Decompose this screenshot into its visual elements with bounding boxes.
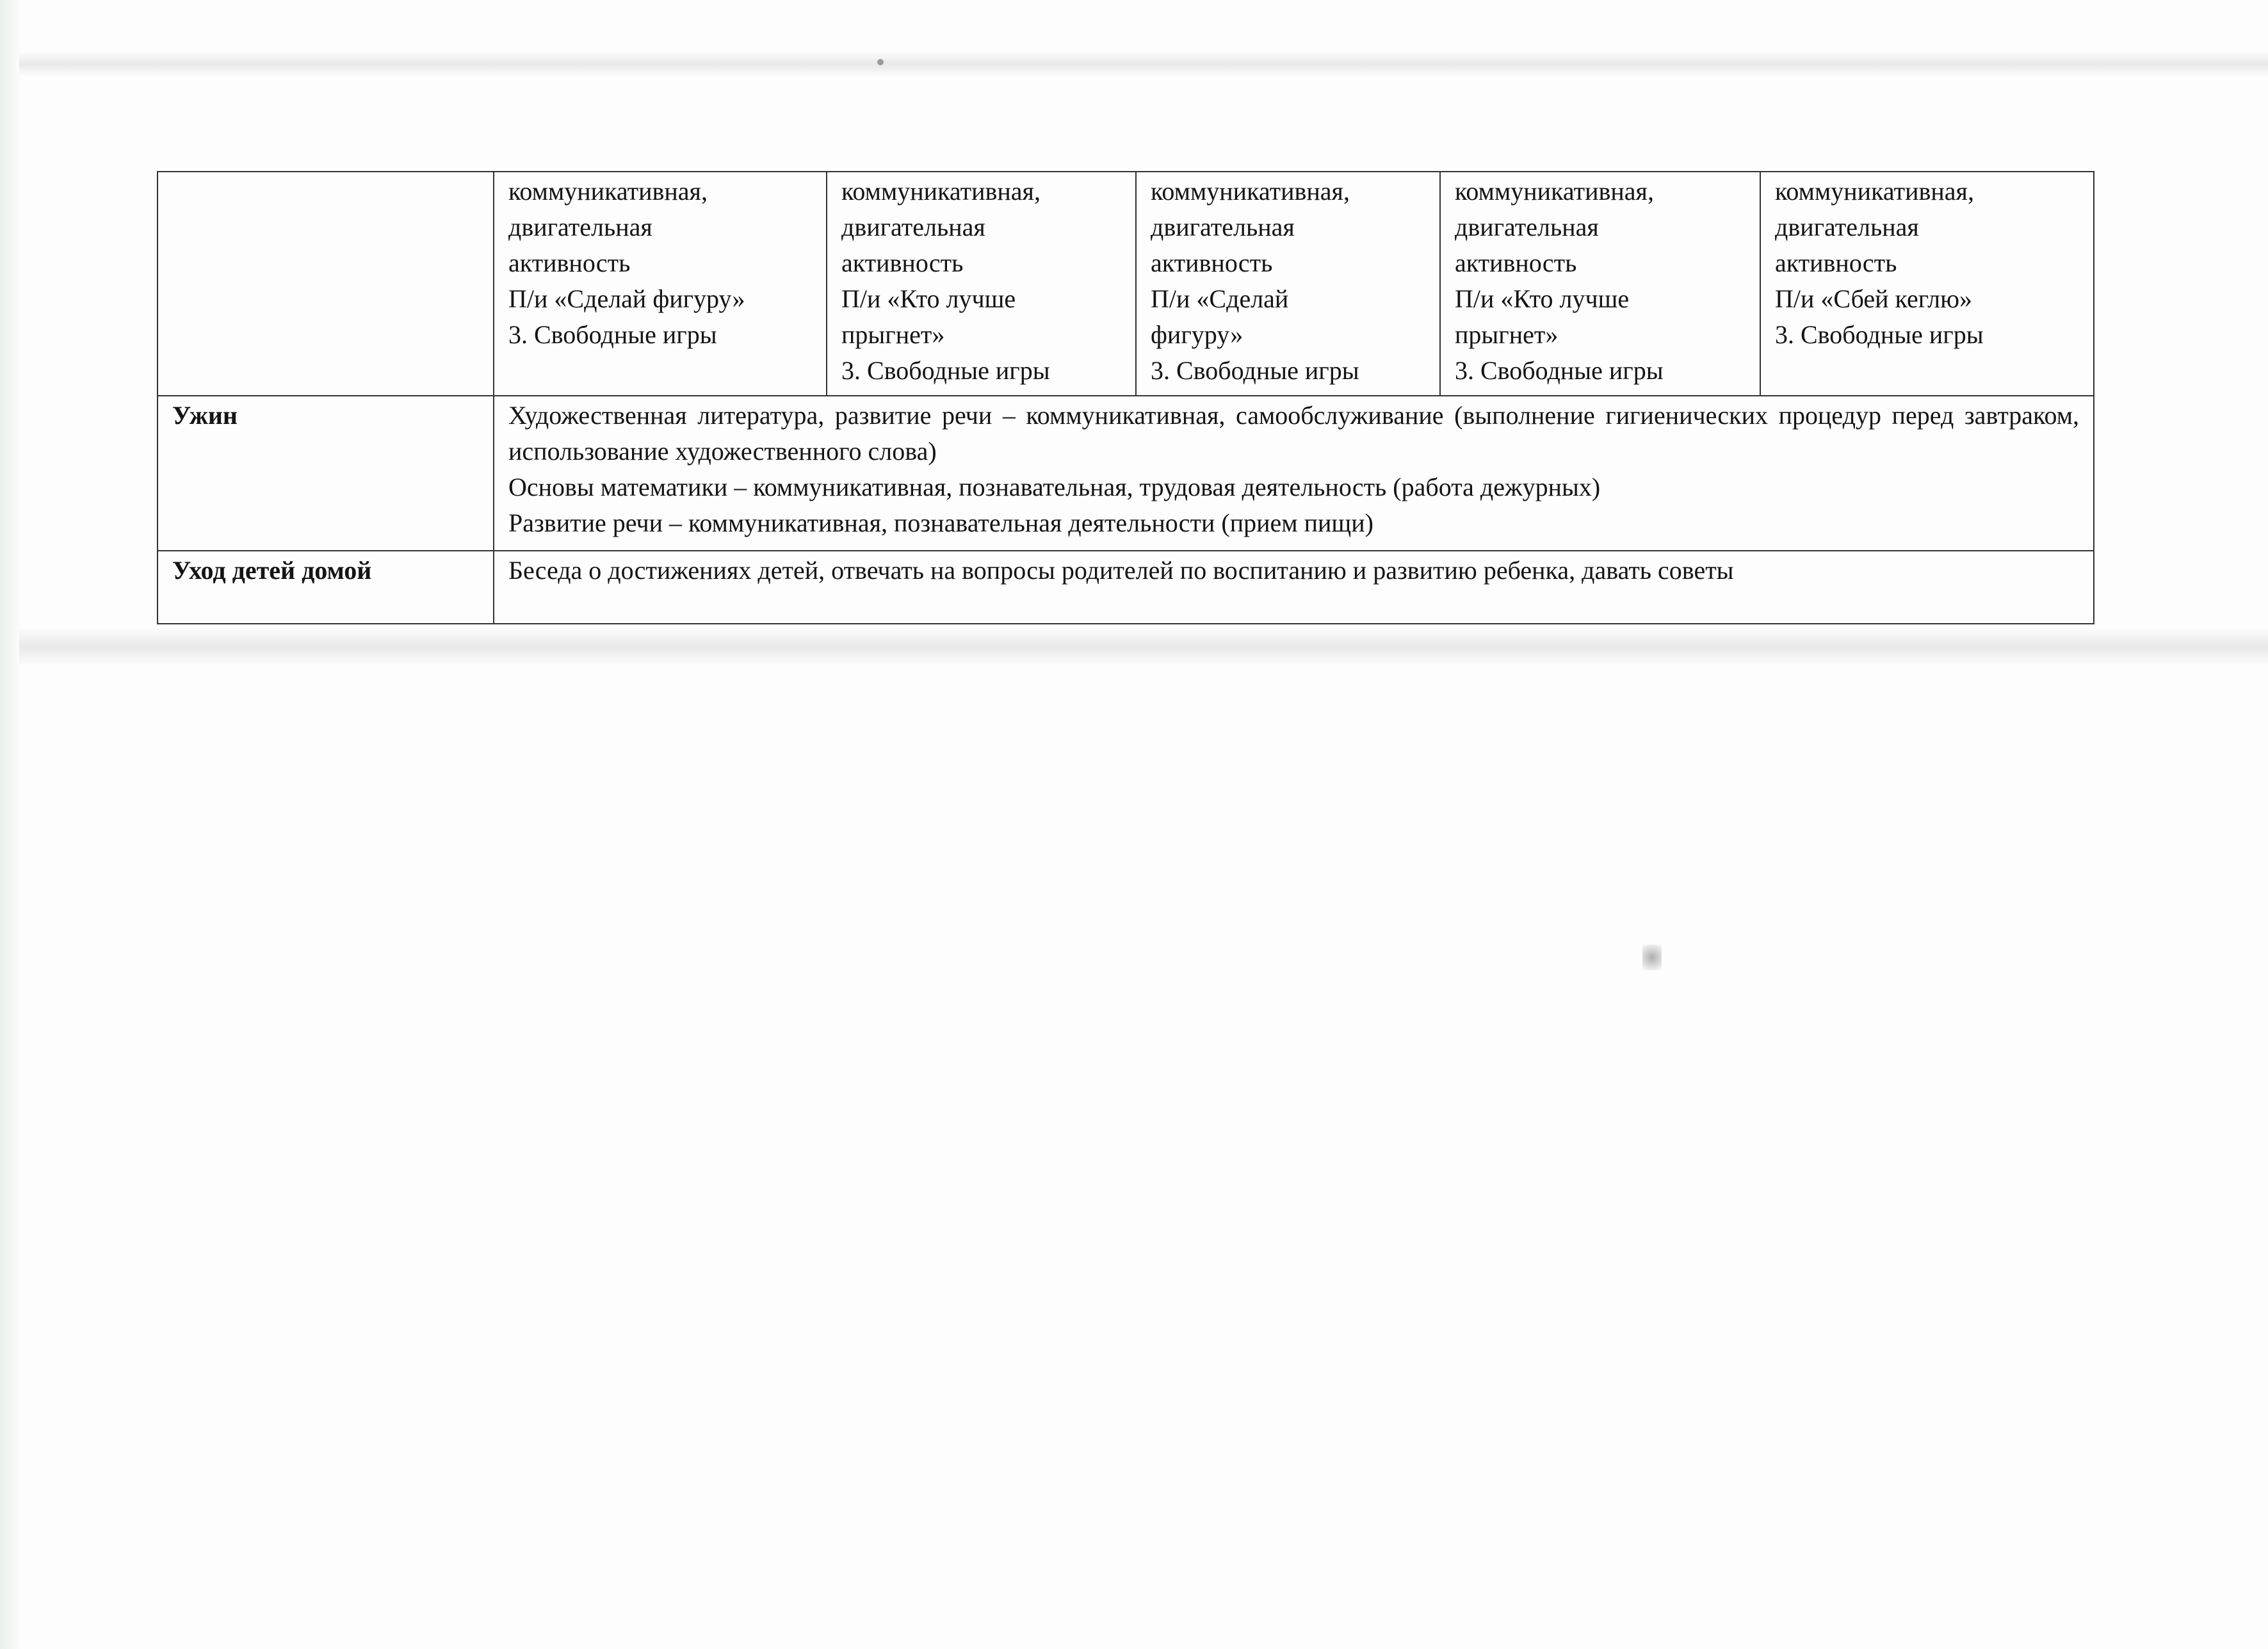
cell-line: активность bbox=[508, 248, 631, 277]
activity-cell-4 bbox=[1440, 172, 1760, 396]
cell-line: П/и «Сделай фигуру» bbox=[508, 284, 745, 313]
cell-line: 3. Свободные игры bbox=[508, 320, 717, 349]
cell-line: активность bbox=[841, 248, 964, 277]
cell-line: активность bbox=[1455, 248, 1577, 277]
activity-cell-3 bbox=[1136, 172, 1440, 396]
cell-line: 3. Свободные игры bbox=[1151, 356, 1359, 385]
dinner-line-2: Основы математики – коммуникативная, познавательная, трудовая деятельность (работа дежурных) bbox=[508, 473, 1601, 501]
scan-speck bbox=[877, 59, 884, 65]
cell-line: двигательная bbox=[1151, 213, 1295, 241]
cell-line: коммуникативная, bbox=[1151, 177, 1350, 206]
table-row-dinner bbox=[158, 396, 2094, 551]
row-label-empty bbox=[158, 172, 494, 396]
cell-line: коммуникативная, bbox=[1775, 177, 1974, 206]
cell-line: прыгнет» bbox=[841, 320, 945, 349]
cell-line: коммуникативная, bbox=[841, 177, 1041, 206]
activity-cell-2 bbox=[827, 172, 1136, 396]
table-row-activities bbox=[158, 172, 2094, 396]
cell-line: фигуру» bbox=[1151, 320, 1243, 349]
schedule-table bbox=[157, 171, 2094, 624]
cell-line: двигательная bbox=[1775, 213, 1919, 241]
cell-line: коммуникативная, bbox=[508, 177, 708, 206]
activity-cell-1 bbox=[494, 172, 827, 396]
dinner-line-1: Художественная литература, развитие речи – коммуникативная, самообслуживание (выполнение гигиенических процедур перед завтраком, использование художественного слова) bbox=[508, 401, 2079, 466]
home-description: Беседа о достижениях детей, отвечать на вопросы родителей по воспитанию и развитию ребенка, давать советы bbox=[494, 551, 2094, 624]
cell-line: двигательная bbox=[1455, 213, 1599, 241]
cell-line: двигательная bbox=[841, 213, 985, 241]
cell-line: П/и «Сбей кеглю» bbox=[1775, 284, 1972, 313]
scan-edge bbox=[0, 0, 22, 1649]
cell-line: прыгнет» bbox=[1455, 320, 1559, 349]
cell-line: 3. Свободные игры bbox=[1455, 356, 1664, 385]
cell-line: двигательная bbox=[508, 213, 652, 241]
scan-band-top bbox=[19, 51, 2268, 77]
scan-band-middle bbox=[19, 628, 2268, 666]
cell-line: 3. Свободные игры bbox=[1775, 320, 1984, 349]
cell-line: 3. Свободные игры bbox=[841, 356, 1050, 385]
dinner-description bbox=[494, 396, 2094, 551]
cell-line: коммуникативная, bbox=[1455, 177, 1654, 206]
cell-line: П/и «Сделай bbox=[1151, 284, 1289, 313]
activity-cell-5 bbox=[1760, 172, 2094, 396]
cell-line: П/и «Кто лучше bbox=[1455, 284, 1630, 313]
cell-line: активность bbox=[1775, 248, 1897, 277]
cell-line: активность bbox=[1151, 248, 1273, 277]
row-label-home: Уход детей домой bbox=[158, 551, 494, 624]
row-label-dinner: Ужин bbox=[158, 396, 494, 551]
cell-line: П/и «Кто лучше bbox=[841, 284, 1016, 313]
dinner-line-3: Развитие речи – коммуникативная, познавательная деятельности (прием пищи) bbox=[508, 508, 1373, 537]
scan-smudge bbox=[1642, 945, 1662, 970]
table-row-home bbox=[158, 551, 2094, 624]
